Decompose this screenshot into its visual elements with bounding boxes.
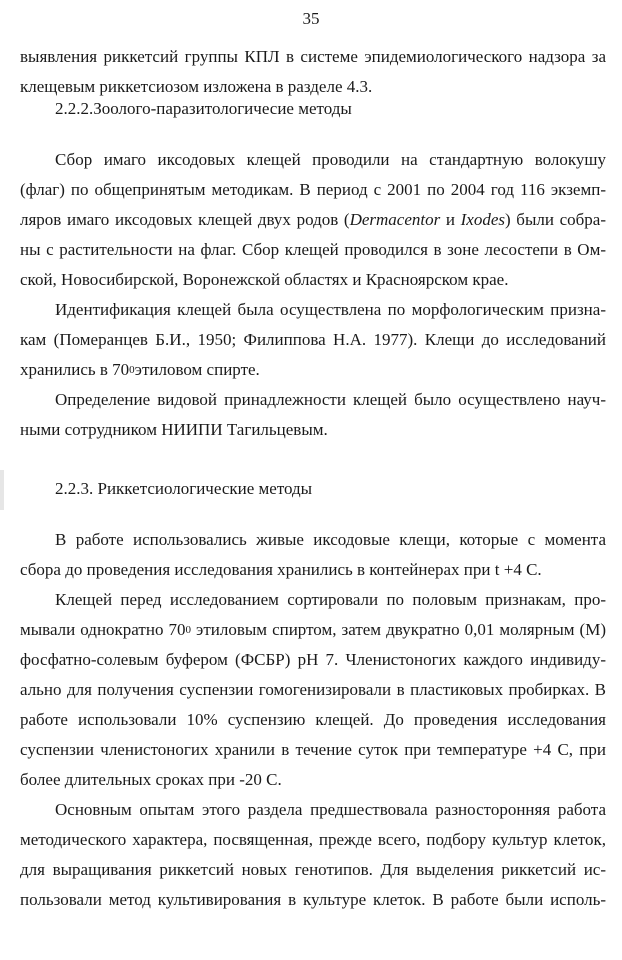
- paragraph-methodical-work: [20, 795, 606, 915]
- text-line: ально для получения суспензии гомогенизировали в пластиковых пробирках. В: [20, 680, 606, 699]
- text-line: фосфатно-солевым буфером (ФСБР) рН 7. Членистоногих каждого индивиду-: [20, 650, 606, 669]
- paragraph-tick-collection: [20, 145, 606, 295]
- text-line: методического характера, посвященная, прежде всего, подбору культур клеток,: [20, 830, 606, 849]
- paragraph-live-ticks: [20, 525, 606, 585]
- text-fragment: этиловым спиртом, затем двукратно 0,01 молярным (М): [190, 620, 606, 639]
- text-line: для выращивания риккетсий новых генотипов. Для выделения риккетсий ис-: [20, 860, 606, 879]
- text-line: пользовали метод культивирования в культуре клеток. В работе были исполь-: [20, 890, 606, 909]
- scan-artifact: [0, 470, 4, 510]
- continuation-paragraph: [20, 42, 606, 102]
- genus-name: Dermacentor: [349, 210, 441, 229]
- text-line: сбора до проведения исследования хранились в контейнерах при t +4 С.: [20, 560, 542, 579]
- genus-name: Ixodes: [460, 210, 505, 229]
- text-line: [20, 205, 606, 235]
- text-line: (флаг) по общепринятым методикам. В период с 2001 по 2004 год 116 экземп-: [20, 180, 606, 199]
- text-line: В работе использовались живые иксодовые клещи, которые с момента: [55, 530, 606, 549]
- text-fragment: ляров имаго иксодовых клещей двух родов (: [20, 210, 350, 229]
- text-fragment: хранились в 70: [20, 360, 130, 379]
- text-line: работе использовали 10% суспензию клещей. До проведения исследования: [20, 710, 606, 729]
- text-line: ными сотрудником НИИПИ Тагильцевым.: [20, 420, 328, 439]
- text-fragment: и: [440, 210, 461, 229]
- text-line: [20, 615, 606, 645]
- paragraph-species-determination: [20, 385, 606, 445]
- text-line: Определение видовой принадлежности клещей было осуществлено науч-: [55, 390, 606, 409]
- text-line: [20, 355, 606, 385]
- text-line: Идентификация клещей была осуществлена по морфологическим призна-: [55, 300, 606, 319]
- degree-superscript: 0: [129, 364, 135, 376]
- text-line: более длительных сроках при -20 С.: [20, 770, 282, 789]
- text-line: ны с растительности на флаг. Сбор клещей проводился в зоне лесостепи в Ом-: [20, 240, 606, 259]
- text-line: кам (Померанцев Б.И., 1950; Филиппова Н.А. 1977). Клещи до исследований: [20, 330, 606, 349]
- section-heading-2-2-3: 2.2.3. Риккетсиологические методы: [55, 479, 313, 498]
- text-line: выявления риккетсий группы КПЛ в системе эпидемиологического надзора за: [20, 47, 606, 66]
- text-line: Клещей перед исследованием сортировали по половым признакам, про-: [55, 590, 606, 609]
- section-heading-2-2-2: 2.2.2.Зоолого-паразитологичесие методы: [55, 99, 352, 118]
- text-fragment: этиловом спирте.: [134, 360, 260, 379]
- paragraph-tick-processing: [20, 585, 606, 795]
- text-fragment: мывали однократно 70: [20, 620, 186, 639]
- text-fragment: ) были собра-: [505, 210, 606, 229]
- text-line: Основным опытам этого раздела предшествовала разносторонняя работа: [55, 800, 606, 819]
- text-line: суспензии членистоногих хранили в течение суток при температуре +4 С, при: [20, 740, 606, 759]
- paragraph-identification: [20, 295, 606, 385]
- text-line: ской, Новосибирской, Воронежской областях и Красноярском крае.: [20, 270, 509, 289]
- text-line: клещевым риккетсиозом изложена в разделе 4.3.: [20, 77, 373, 96]
- degree-superscript: 0: [185, 624, 191, 636]
- text-line: Сбор имаго иксодовых клещей проводили на стандартную волокушу: [55, 150, 606, 169]
- page-number: 35: [302, 9, 320, 28]
